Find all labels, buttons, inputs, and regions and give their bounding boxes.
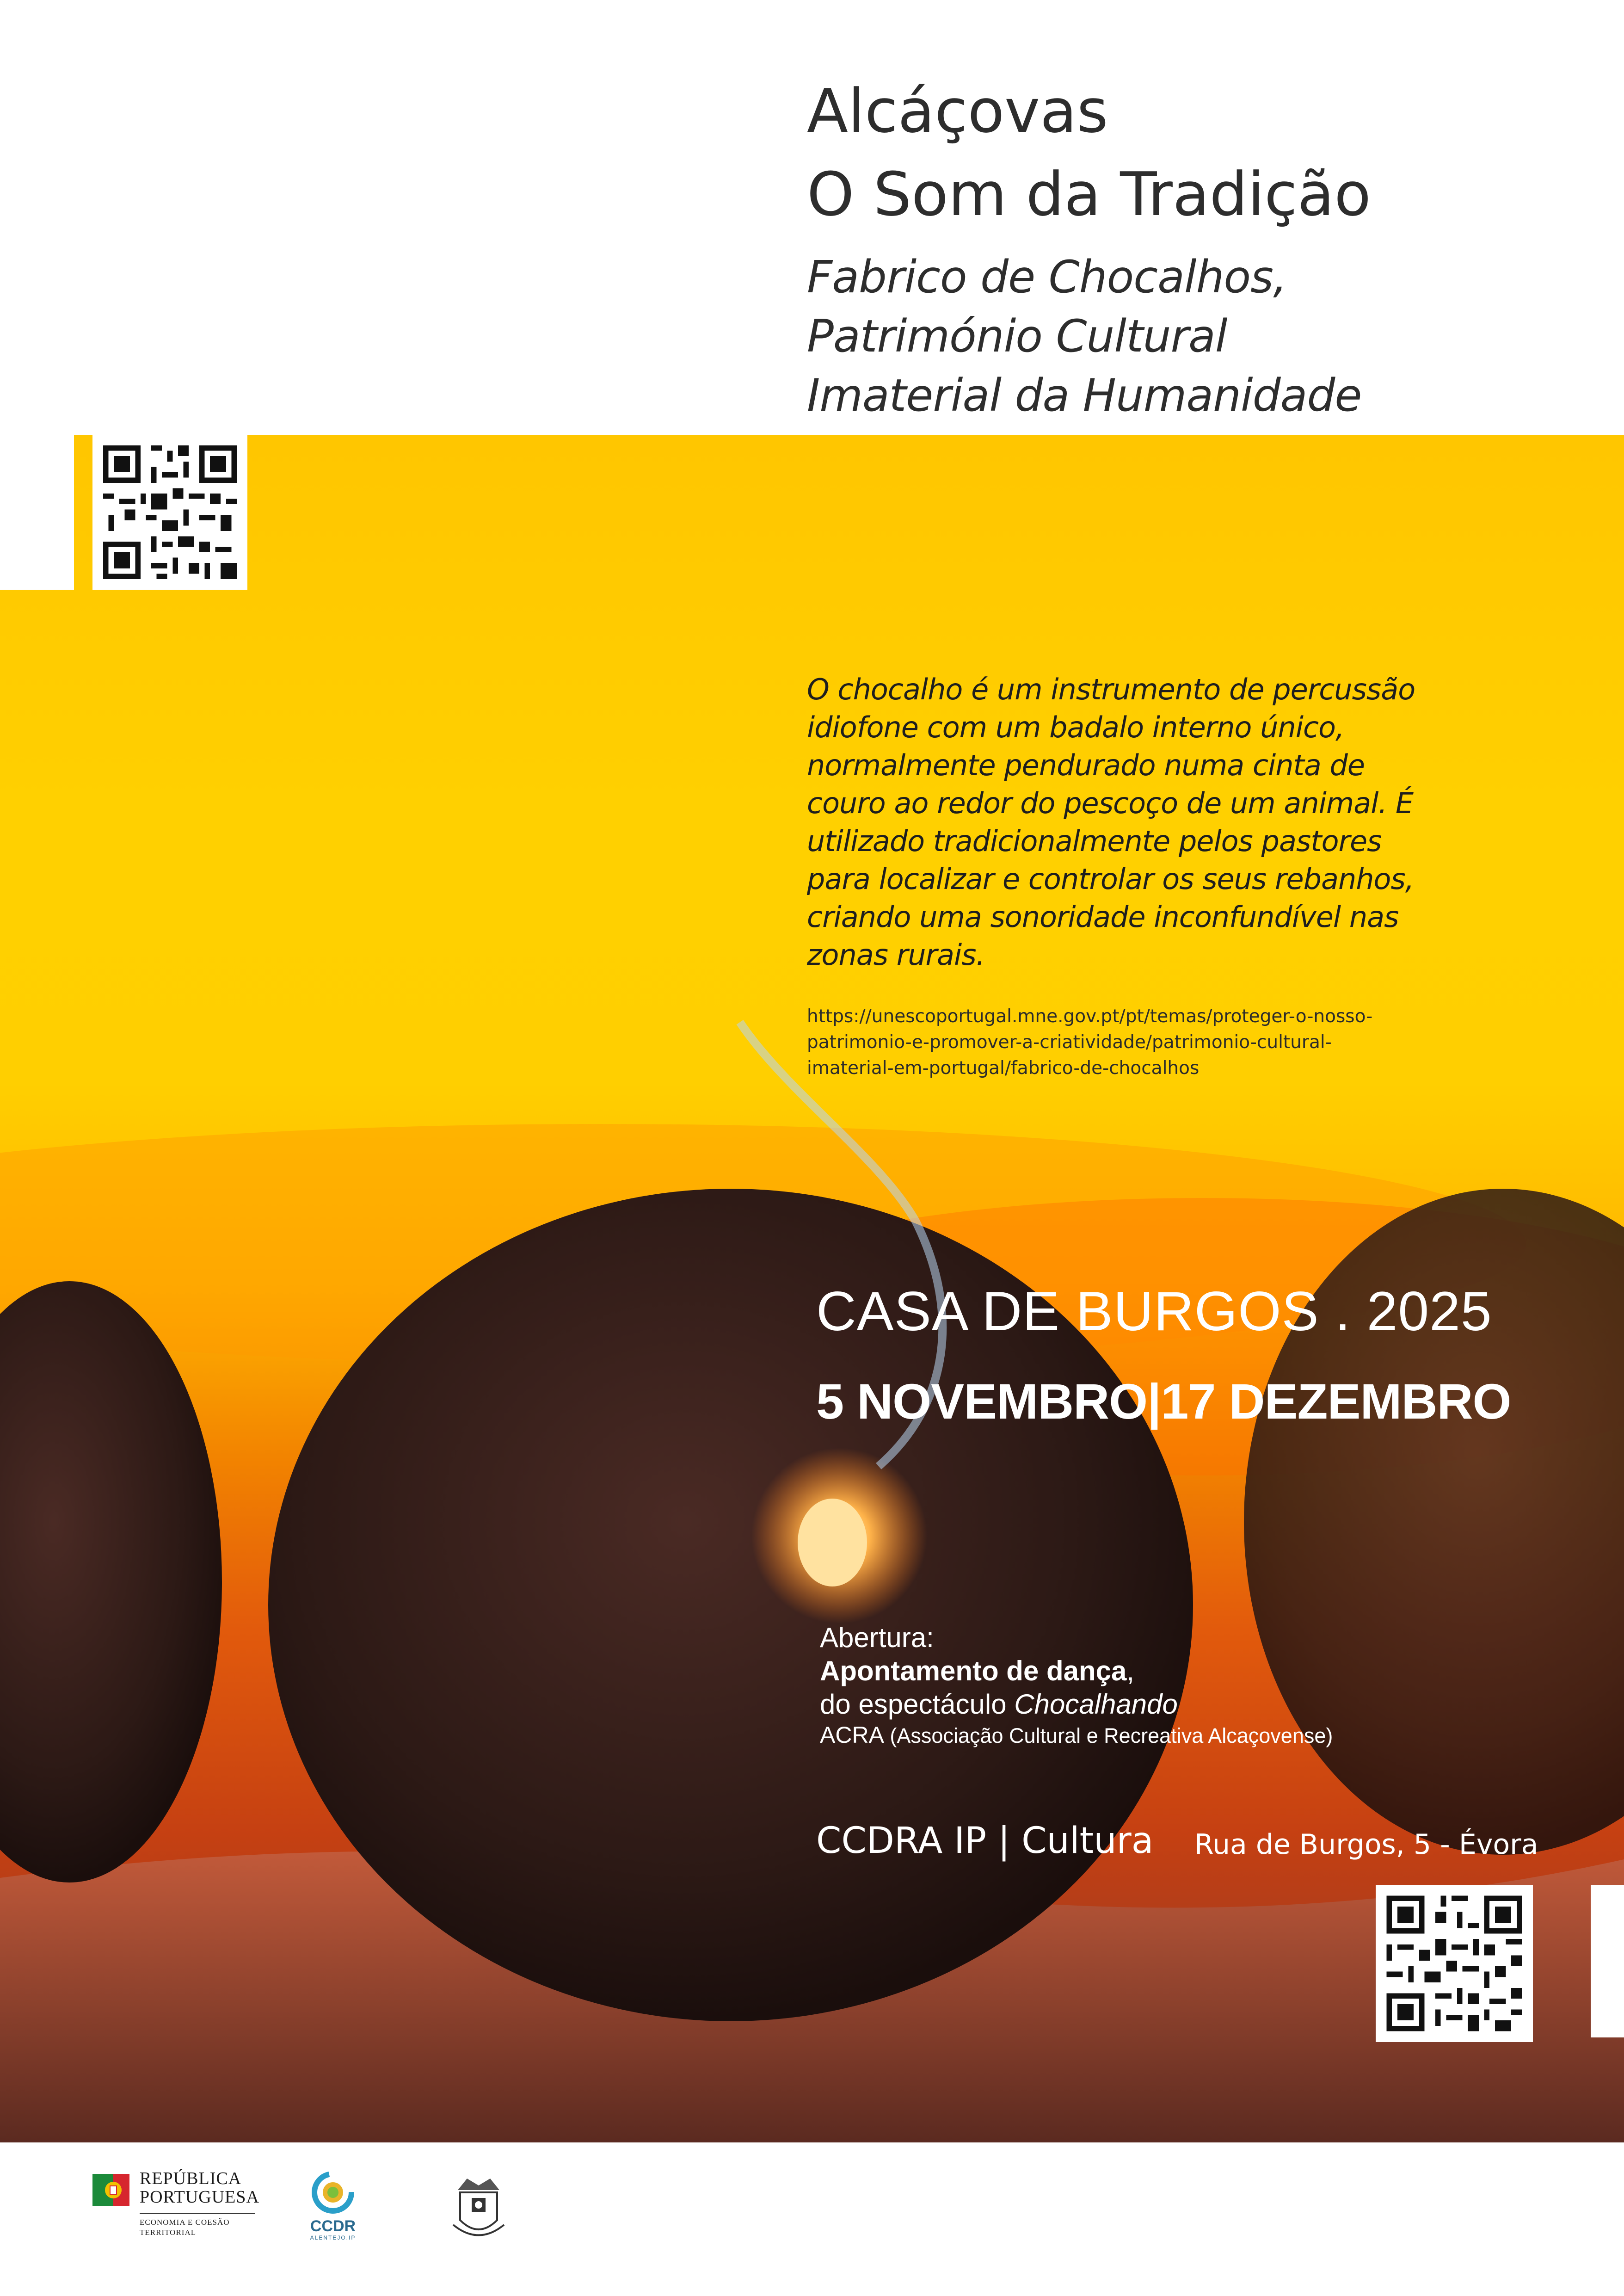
description-line: criando uma sonoridade inconfundível nas	[807, 900, 1399, 934]
opening-label: Abertura:	[820, 1622, 934, 1653]
description-line: utilizado tradicionalmente pelos pastores	[807, 824, 1382, 858]
qr-code-icon	[1376, 1885, 1533, 2042]
description-line: normalmente pendurado numa cinta de	[807, 748, 1365, 782]
ministry-name	[140, 2213, 255, 2238]
url-line: https://unescoportugal.mne.gov.pt/pt/temas/proteger-o-nosso-	[807, 1006, 1373, 1027]
opening-highlight: Apontamento de dança	[820, 1655, 1127, 1686]
white-corner-block	[1591, 1885, 1624, 2037]
republica-portuguesa-logo	[88, 2169, 268, 2243]
qr-code-icon	[92, 435, 247, 590]
opening-line-3	[820, 1688, 1333, 1721]
republic-text	[140, 2169, 259, 2238]
ccdr-label: CCDR	[310, 2217, 356, 2235]
subtitle-line-3: Imaterial da Humanidade	[807, 370, 1362, 421]
acra-label: ACRA	[820, 1722, 884, 1748]
ember-core	[798, 1499, 867, 1586]
opening-line-4	[820, 1721, 1333, 1750]
event-dates: 5 NOVEMBRO|17 DEZEMBRO	[816, 1373, 1511, 1429]
qr-code-bottom-icon[interactable]	[1376, 1885, 1533, 2042]
portuguese-republic-logo	[88, 2169, 134, 2211]
rep-line-2: PORTUGUESA	[140, 2187, 259, 2207]
subtitle-line-1: Fabrico de Chocalhos,	[807, 251, 1287, 303]
municipal-crest	[446, 2169, 511, 2248]
ccdr-sub-label: ALENTEJO.IP	[310, 2234, 356, 2241]
url-line: patrimonio-e-promover-a-criatividade/patrimonio-cultural-	[807, 1032, 1332, 1053]
unesco-url[interactable]	[807, 1004, 1445, 1081]
description-line: para localizar e controlar os seus rebanhos,	[807, 862, 1414, 896]
opening-info	[820, 1621, 1333, 1750]
poster-title	[807, 69, 1371, 236]
municipal-crest-icon	[446, 2169, 511, 2248]
description-line: couro ao redor do pescoço de um animal. É	[807, 786, 1414, 820]
title-line-2: O Som da Tradição	[807, 159, 1371, 229]
ministry-line-2: TERRITORIAL	[140, 2228, 197, 2237]
description-line: O chocalho é um instrumento de percussão	[807, 673, 1415, 706]
description-line: idiofone com um badalo interno único,	[807, 710, 1344, 744]
ccdr-alentejo-logo	[296, 2169, 370, 2248]
opening-comma: ,	[1126, 1655, 1135, 1686]
chocalho-description	[807, 671, 1464, 974]
ministry-line-1: ECONOMIA E COESÃO	[140, 2218, 230, 2227]
subtitle-line-2: Património Cultural	[807, 310, 1227, 362]
acra-full-name: (Associação Cultural e Recreativa Alcaçovense)	[884, 1724, 1333, 1747]
qr-code-top-icon[interactable]	[92, 435, 247, 590]
show-title: Chocalhando	[1014, 1689, 1178, 1720]
venue-year: CASA DE BURGOS . 2025	[816, 1280, 1492, 1342]
address: Rua de Burgos, 5 - Évora	[1194, 1828, 1538, 1861]
organizer: CCDRA IP | Cultura	[816, 1820, 1154, 1862]
opening-line-2	[820, 1654, 1333, 1688]
description-line: zonas rurais.	[807, 938, 985, 972]
white-corner-block	[0, 435, 74, 590]
opening-prefix: do espectáculo	[820, 1689, 1015, 1720]
url-line: imaterial-em-portugal/fabrico-de-chocalhos	[807, 1058, 1200, 1079]
coal-left	[0, 1281, 222, 1882]
rep-line-1: REPÚBLICA	[140, 2169, 242, 2188]
title-line-1: Alcáçovas	[807, 76, 1108, 146]
poster-subtitle	[807, 247, 1361, 425]
ccdr-logo	[308, 2169, 358, 2216]
